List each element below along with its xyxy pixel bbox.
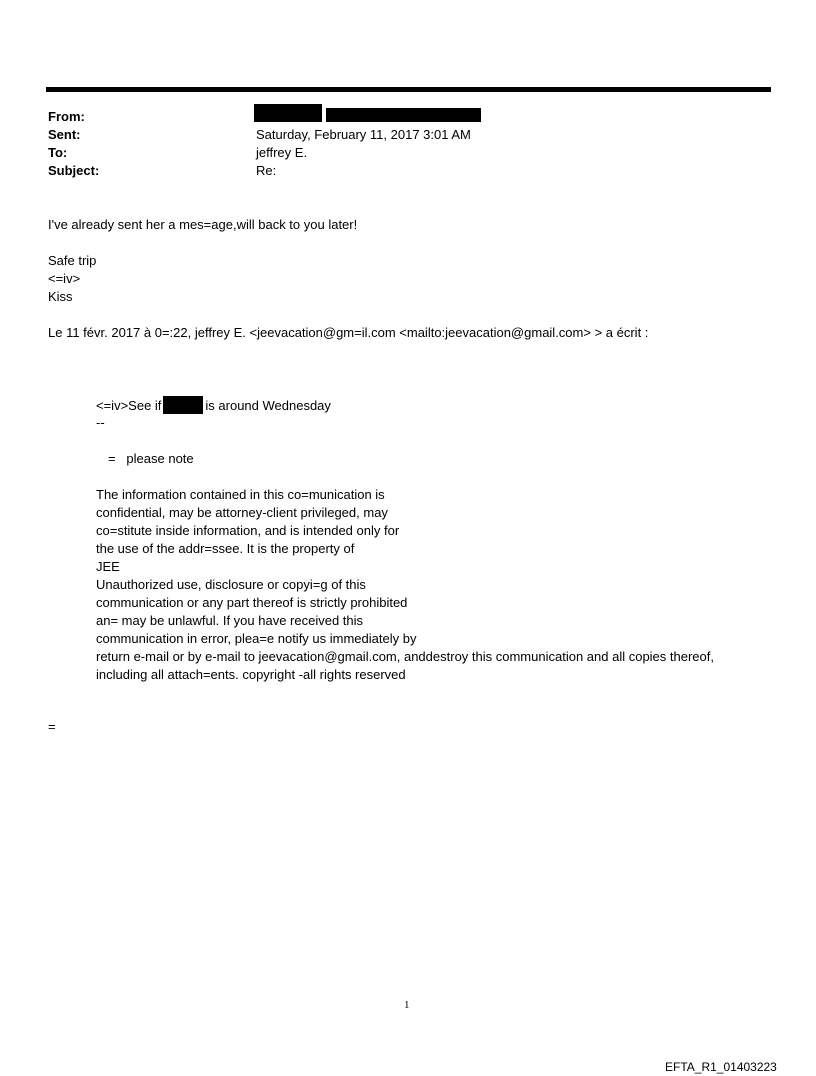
redaction-inline (163, 396, 203, 414)
redaction-box (254, 104, 322, 122)
disclaimer-line: confidential, may be attorney-client privileged, may (96, 505, 388, 520)
subject-value: Re: (256, 163, 277, 178)
sent-label: Sent: (48, 127, 81, 142)
disclaimer-line: including all attach=ents. copyright -all rights reserved (96, 667, 406, 682)
dashes: -- (96, 415, 105, 430)
disclaimer-line: co=stitute inside information, and is intended only for (96, 523, 400, 538)
document-id: EFTA_R1_01403223 (665, 1060, 777, 1074)
see-if-suffix: is around Wednesday (205, 398, 331, 413)
trailing-equals: = (48, 719, 56, 734)
disclaimer-line: return e-mail or by e-mail to jeevacation@gmail.com, anddestroy this communication and all copies thereof, (96, 649, 714, 664)
message-line: Kiss (48, 289, 73, 304)
to-label: To: (48, 145, 68, 160)
disclaimer-line: JEE (96, 559, 120, 574)
disclaimer-line: communication or any part thereof is strictly prohibited (96, 595, 408, 610)
message-line: I've already sent her a mes=age,will back to you later! (48, 217, 358, 232)
redaction-box (326, 108, 481, 122)
please-note: = please note (108, 451, 194, 466)
disclaimer-line: The information contained in this co=munication is (96, 487, 385, 502)
disclaimer-line: the use of the addr=ssee. It is the property of (96, 541, 355, 556)
page-number: 1 (404, 999, 410, 1011)
message-line: <=iv> (48, 271, 81, 286)
from-label: From: (48, 109, 85, 124)
see-if-prefix: <=iv>See if (96, 398, 162, 413)
message-line: Safe trip (48, 253, 97, 268)
sent-value: Saturday, February 11, 2017 3:01 AM (256, 127, 471, 142)
to-value: jeffrey E. (256, 145, 308, 160)
top-rule (46, 87, 771, 92)
disclaimer-line: an= may be unlawful. If you have received this (96, 613, 364, 628)
subject-label: Subject: (48, 163, 100, 178)
quote-intro: Le 11 févr. 2017 à 0=:22, jeffrey E. <jeevacation@gm=il.com <mailto:jeevacation@gmail.com> > a écrit : (48, 325, 649, 340)
disclaimer-line: Unauthorized use, disclosure or copyi=g of this (96, 577, 366, 592)
see-if-line (96, 396, 331, 415)
disclaimer-line: communication in error, plea=e notify us immediately by (96, 631, 417, 646)
